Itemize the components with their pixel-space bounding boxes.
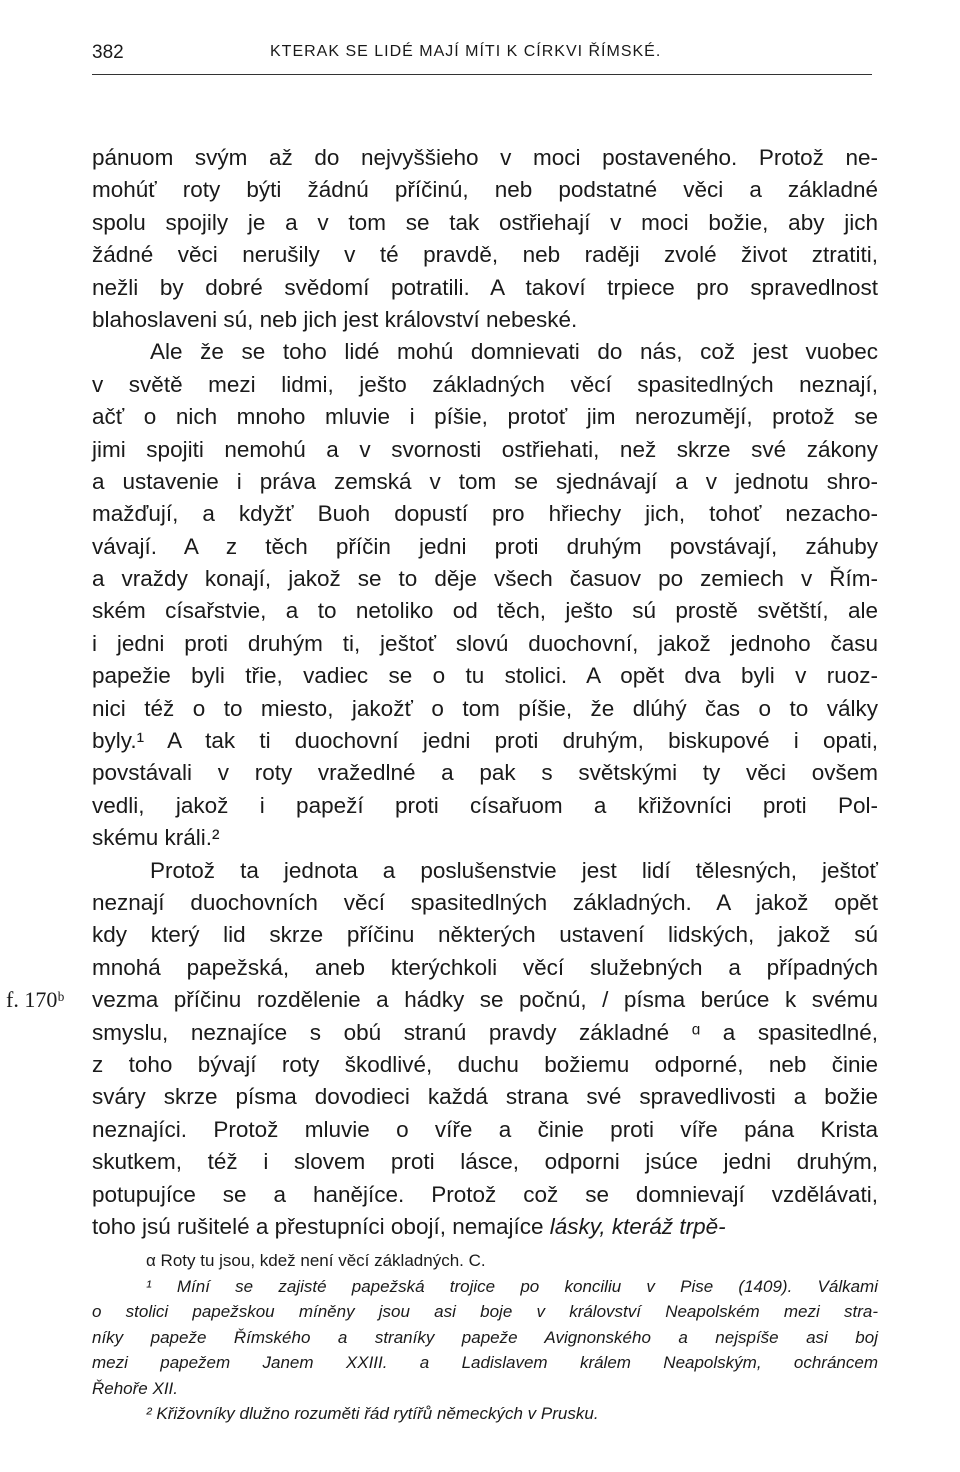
text-line: a ustavenie i práva zemská v tom se sjednávají a v jednotu shro- [92, 468, 878, 494]
text-line [6, 984, 878, 1016]
text-line: žádné věci nerušily v té pravdě, neb raději zvolé život ztratiti, [92, 242, 878, 268]
text-line: mohúť roty býti žádnú příčinú, neb podstatné věci a základné [92, 177, 878, 203]
text-line: nici též o to miesto, jakožť o tom píšie, že dlúhý čas o to války [92, 695, 878, 721]
footnote-line: o stolici papežskou míněny jsou asi boje v království Neapolském mezi stra- [92, 1302, 878, 1321]
text-line: potupujíce se a hanějíce. Protož což se domnievají vzdělávati, [92, 1181, 878, 1207]
text-line-content: toho jsú rušitelé a přestupníci obojí, nemajíce [92, 1213, 550, 1239]
text-line: nežli by dobré svědomí potratili. A takoví trpiece pro spravedlnost [92, 274, 878, 300]
main-text [6, 142, 878, 1243]
text-line: kdy který lid skrze příčinu některých ustavení lidských, jakož sú [92, 922, 878, 948]
text-line: mažďují, a kdyžť Buoh dopustí pro hřiechy jich, tohoť nezacho- [92, 501, 878, 527]
text-line: blahoslaveni sú, neb jich jest království nebeské. [92, 306, 578, 332]
footnotes [92, 1248, 878, 1427]
footnote-line: ¹ Míní se zajisté papežská trojice po konciliu v Pise (1409). Válkami [146, 1276, 878, 1296]
text-line: pánuom svým až do nejvyššieho v moci postaveného. Protož ne- [92, 145, 878, 170]
text-line: v světě mezi lidmi, ješto základných věcí spasitedlných neznají, [92, 371, 878, 397]
text-line: vávají. A z těch příčin jedni proti druhým povstávají, záhuby [92, 533, 878, 559]
text-line: mnohá papežská, aneb kterýchkoli věcí služebných a případných [92, 954, 878, 980]
text-line: povstávali v roty vražedlné a pak s světskými ty věci ovšem [92, 760, 878, 786]
text-line: neznajíci. Protož mluvie o víře a činie proti víře pána Krista [92, 1116, 878, 1142]
margin-folio-note: f. 170ᵇ [6, 987, 65, 1013]
footnote-line: α Roty tu jsou, kdež není věcí základných. C. [146, 1251, 486, 1270]
running-title: KTERAK SE LIDÉ MAJÍ MÍTI K CÍRKVI ŘÍMSKÉ. [270, 43, 662, 60]
text-line: jimi spojiti nemohú a v svornosti ostřiehati, než skrze své zákony [92, 436, 878, 462]
text-line: neznají duochovních věcí spasitedlných základných. A jakož opět [92, 889, 878, 915]
page-number: 382 [92, 42, 124, 63]
text-line: a vraždy konají, jakož se to děje všech časuov po zemiech v Řím- [92, 566, 878, 592]
italic-phrase: lásky, kteráž trpě- [549, 1213, 726, 1239]
text-line: byly.¹ A tak ti duochovní jedni proti druhým, biskupové i opati, [92, 728, 878, 754]
text-line: skutkem, též i slovem proti lásce, odporni jsúce jedni druhým, [92, 1149, 878, 1175]
running-head [92, 42, 882, 72]
footnote-line: níky papeže Římského a straníky papeže Avignonského a nejspíše asi boj [92, 1327, 878, 1347]
text-line [92, 1211, 878, 1243]
footnote-line: Řehoře XII. [92, 1378, 178, 1398]
text-line: papežie byli třie, vadiec se o tu stolici. A opět dva byli v ruoz- [92, 663, 878, 689]
footnote-line: ² Křižovníky dlužno rozuměti řád rytířů německých v Prusku. [146, 1404, 599, 1423]
text-line: z toho bývají roty škodlivé, duchu božiemu odporné, neb činie [92, 1051, 878, 1077]
text-line: sváry skrze písma dovodieci každá strana své spravedlivosti a božie [92, 1084, 878, 1110]
text-line: spolu spojily je a v tom se tak ostřiehají v moci božie, aby jich [92, 209, 878, 235]
text-line: smyslu, neznajíce s obú stranú pravdy základné ᵅ a spasitedlné, [92, 1019, 878, 1045]
text-line: Protož ta jednota a poslušenstvie jest lidí tělesných, ještoť [150, 857, 878, 883]
text-line: skému králi.² [92, 825, 220, 851]
text-line: ačť o nich mnoho mluvie i píšie, protoť jim nerozumějí, protož se [92, 404, 878, 430]
text-line: ském císařstvie, a to netoliko od těch, ješto sú prostě světští, ale [92, 598, 878, 624]
header-rule [92, 74, 872, 75]
text-line: i jedni proti druhým ti, ještoť slovú duochovní, jakož jednoho času [92, 630, 878, 656]
footnote-line: mezi papežem Janem XXIII. a Ladislavem králem Neapolským, ochráncem [92, 1353, 878, 1372]
text-line: vedli, jakož i papeží proti císařuom a křižovníci proti Pol- [92, 792, 878, 818]
text-line: Ale že se toho lidé mohú domnievati do nás, což jest vuobec [150, 339, 878, 365]
text-line-content: vezma příčinu rozdělenie a hádky se počnú, / písma berúce k svému [92, 987, 878, 1013]
